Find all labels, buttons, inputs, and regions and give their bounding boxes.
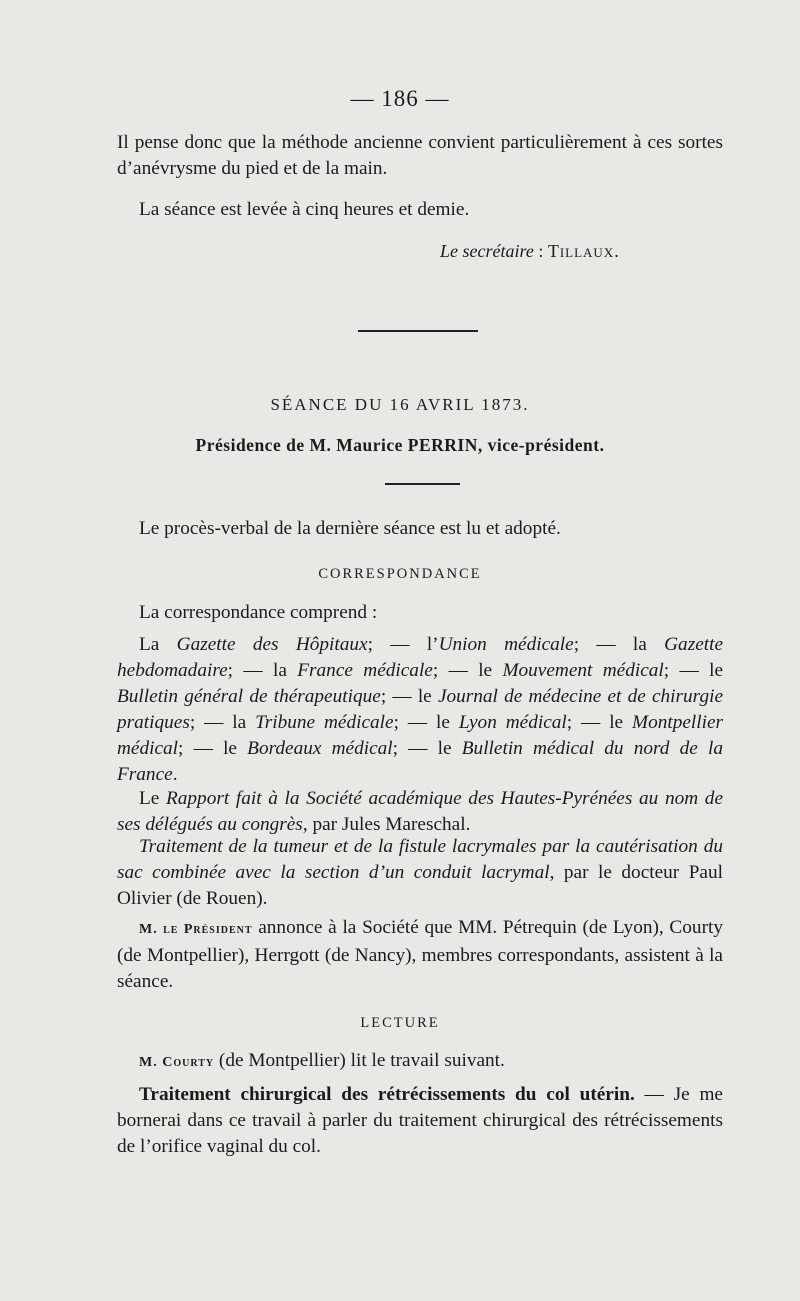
paragraph-seance-levee: La séance est levée à cinq heures et demie. — [139, 199, 470, 220]
paragraph-methode: Il pense donc que la méthode ancienne convient particulièrement à ces sortes d’anévrysme du pied et de la main. — [117, 132, 723, 179]
correspondance-intro: La correspondance comprend : — [139, 602, 378, 623]
short-divider — [385, 483, 460, 485]
section-divider — [358, 330, 478, 332]
courty-reading: M. Courty (de Montpellier) lit le travail suivant. — [139, 1050, 505, 1071]
page-number: — 186 — — [350, 86, 450, 111]
traitement-lacrymal-item: Traitement de la tumeur et de la fistule lacrymales par la cautérisation du sac combinée avec la section d’un conduit lacrymal, par le docteur Paul Olivier (de Rouen). — [117, 836, 723, 909]
secretary-signature: Le secrétaire : Tillaux. — [440, 241, 620, 261]
heading-correspondance: CORRESPONDANCE — [318, 566, 482, 582]
seance-title: SÉANCE DU 16 AVRIL 1873. — [270, 395, 530, 414]
traitement-chirurgical: Traitement chirurgical des rétrécissements du col utérin. — Je me bornerai dans ce travail à parler du traitement chirurgical des rétrécissements de l’orifice vaginal du col. — [117, 1084, 723, 1157]
correspondance-list: La Gazette des Hôpitaux; — l’Union médicale; — la Gazette hebdomadaire; — la France médicale; — le Mouvement médical; — le Bulletin général de thérapeutique; — le Journal de médecine et de chirurgie pratiques; — la Tribune médicale; — le Lyon médical; — le Montpellier médical; — le Bordeaux médical; — le Bulletin médical du nord de la France. — [117, 634, 724, 785]
rapport-item: Le Rapport fait à la Société académique des Hautes-Pyrénées au nom de ses délégués au congrès, par Jules Mareschal. — [117, 788, 724, 835]
proces-verbal: Le procès-verbal de la dernière séance est lu et adopté. — [139, 518, 561, 539]
heading-lecture: LECTURE — [360, 1015, 440, 1031]
presidence-line: Présidence de M. Maurice PERRIN, vice-président. — [195, 435, 605, 455]
president-announcement: M. le Président annonce à la Société que MM. Pétrequin (de Lyon), Courty (de Montpellier), Herrgott (de Nancy), membres correspondants, assistent à la séance. — [117, 917, 723, 992]
